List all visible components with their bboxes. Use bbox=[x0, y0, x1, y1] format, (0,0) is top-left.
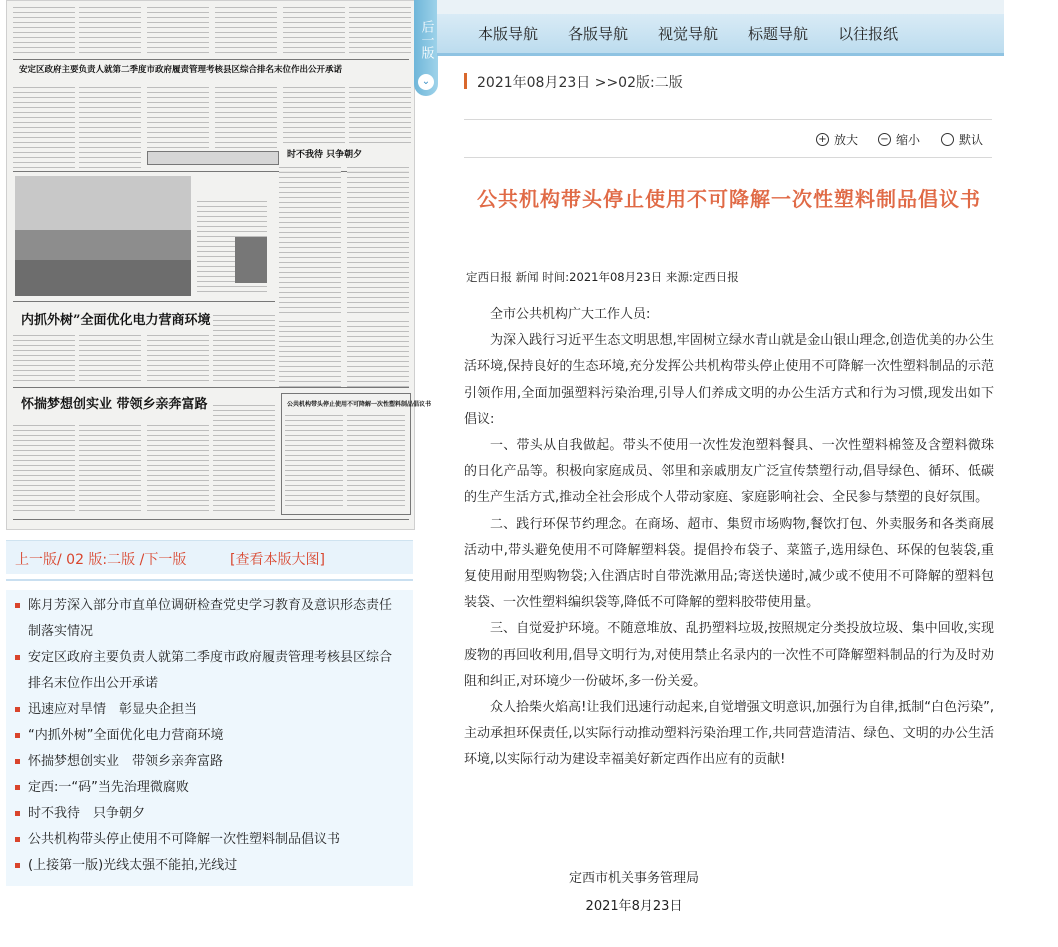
zoom-in-label: 放大 bbox=[834, 133, 859, 147]
newspaper-headline: 安定区政府主要负责人就第二季度市政府履责管理考核县区综合排名末位作出公开承诺 bbox=[19, 65, 343, 75]
signature-date: 2021年8月23日 bbox=[585, 899, 683, 914]
list-item[interactable]: 时不我待 只争朝夕 bbox=[14, 801, 403, 827]
zoom-reset-button[interactable] bbox=[941, 131, 983, 148]
page-pager bbox=[6, 540, 413, 574]
nav-item-visual-nav[interactable]: 视觉导航 bbox=[658, 25, 719, 43]
article-paragraph: 三、自觉爱护环境。不随意堆放、乱扔塑料垃圾,按照规定分类投放垃圾、集中回收,实现废物的再回收利用,倡导文明行为,对使用禁止名录内的一次性不可降解塑料制品的行为及时劝阻和纠正,对环境少一份破坏,多一份关爱。 bbox=[464, 621, 994, 689]
newspaper-headline: 怀揣梦想创实业 带领乡亲奔富路 bbox=[21, 397, 208, 412]
list-item[interactable]: “内抓外树”全面优化电力营商环境 bbox=[14, 723, 403, 749]
list-item[interactable]: 怀揣梦想创实业 带领乡亲奔富路 bbox=[14, 749, 403, 775]
nav-item-archive[interactable]: 以往报纸 bbox=[838, 25, 899, 43]
list-item[interactable]: (上接第一版)光线太强不能拍,光线过 bbox=[14, 853, 403, 879]
article-body bbox=[464, 302, 994, 774]
article-paragraph: 二、践行环保节约理念。在商场、超市、集贸市场购物,餐饮打包、外卖服务和各类商展活动中,带头避免使用不可降解塑料袋。提倡拎布袋子、菜篮子,选用绿色、环保的包装袋,重复使用耐用型购物袋;入住酒店时自带洗漱用品;寄送快递时,减少或不使用不可降解的塑料包装袋、一次性塑料编织袋等,降低不可降解的塑料胶带使用量。 bbox=[464, 516, 994, 611]
article-paragraph: 一、带头从自我做起。带头不使用一次性发泡塑料餐具、一次性塑料棉签及含塑料微珠的日化产品等。积极向家庭成员、邻里和亲戚朋友广泛宣传禁塑行动,倡导绿色、循环、低碳的生产生活方式,推动全社会形成个人带动家庭、家庭影响社会、全民参与禁塑的良好氛围。 bbox=[464, 438, 994, 506]
plus-icon: + bbox=[816, 133, 829, 146]
breadcrumb bbox=[464, 71, 992, 93]
article-meta: 定西日报 新闻 时间:2021年08月23日 来源:定西日报 bbox=[466, 270, 739, 284]
newspaper-headline: 内抓外树”全面优化电力营商环境 bbox=[21, 313, 211, 328]
zoom-out-button[interactable] bbox=[878, 131, 920, 148]
list-item[interactable]: 安定区政府主要负责人就第二季度市政府履责管理考核县区综合排名末位作出公开承诺 bbox=[14, 645, 403, 697]
pager-prev-next[interactable]: 上一版/ 02 版:二版 /下一版 bbox=[15, 552, 187, 568]
zoom-out-label: 缩小 bbox=[896, 133, 921, 147]
nav-item-page-nav[interactable]: 本版导航 bbox=[478, 25, 539, 43]
article-paragraph: 众人拾柴火焰高!让我们迅速行动起来,自觉增强文明意识,加强行为自律,抵制“白色污染”,主动承担环保责任,以实际行动推动塑料污染治理工作,共同营造清洁、绿色、文明的办公生活环境,以实际行动为建设幸福美好新定西作出应有的贡献! bbox=[464, 700, 994, 768]
newspaper-photo bbox=[15, 176, 191, 296]
newspaper-headline: 公共机构带头停止使用不可降解一次性塑料制品倡议书 bbox=[287, 401, 432, 408]
next-page-label: 后一版 bbox=[418, 20, 434, 59]
list-item[interactable]: 陈月芳深入部分市直单位调研检查党史学习教育及意识形态责任制落实情况 bbox=[14, 593, 403, 645]
article-list bbox=[6, 590, 413, 886]
next-page-tab[interactable] bbox=[414, 0, 438, 96]
minus-icon: − bbox=[878, 133, 891, 146]
zoom-in-button[interactable] bbox=[816, 131, 858, 148]
view-full-page-link[interactable]: [查看本版大图] bbox=[230, 552, 325, 568]
list-item[interactable]: 定西:一“码”当先治理微腐败 bbox=[14, 775, 403, 801]
chevron-down-icon: ⌄ bbox=[418, 74, 434, 90]
radio-icon bbox=[941, 133, 954, 146]
nav-item-all-pages[interactable]: 各版导航 bbox=[568, 25, 629, 43]
divider bbox=[464, 157, 992, 158]
article-title: 公共机构带头停止使用不可降解一次性塑料制品倡议书 bbox=[477, 187, 981, 211]
divider bbox=[464, 119, 992, 120]
divider bbox=[6, 579, 413, 581]
date-page-label: 2021年08月23日 >>02版:二版 bbox=[477, 75, 683, 91]
article-paragraph: 全市公共机构广大工作人员: bbox=[490, 307, 651, 322]
zoom-reset-label: 默认 bbox=[959, 133, 984, 147]
signature-org: 定西市机关事务管理局 bbox=[568, 871, 699, 886]
article-paragraph: 为深入践行习近平生态文明思想,牢固树立绿水青山就是金山银山理念,创造优美的办公生活环境,保持良好的生态环境,充分发挥公共机构带头停止使用不可降解一次性塑料制品的示范引领作用,全面加强塑料污染治理,引导人们养成文明的办公生活方式和行为习惯,现发出如下倡议: bbox=[464, 333, 994, 427]
list-item[interactable]: 公共机构带头停止使用不可降解一次性塑料制品倡议书 bbox=[14, 827, 403, 853]
newspaper-headline: 时不我待 只争朝夕 bbox=[287, 150, 363, 160]
top-navigation bbox=[437, 0, 1004, 53]
accent-bar bbox=[464, 73, 467, 89]
list-item[interactable]: 迅速应对旱情 彰显央企担当 bbox=[14, 697, 403, 723]
nav-item-title-nav[interactable]: 标题导航 bbox=[748, 25, 809, 43]
